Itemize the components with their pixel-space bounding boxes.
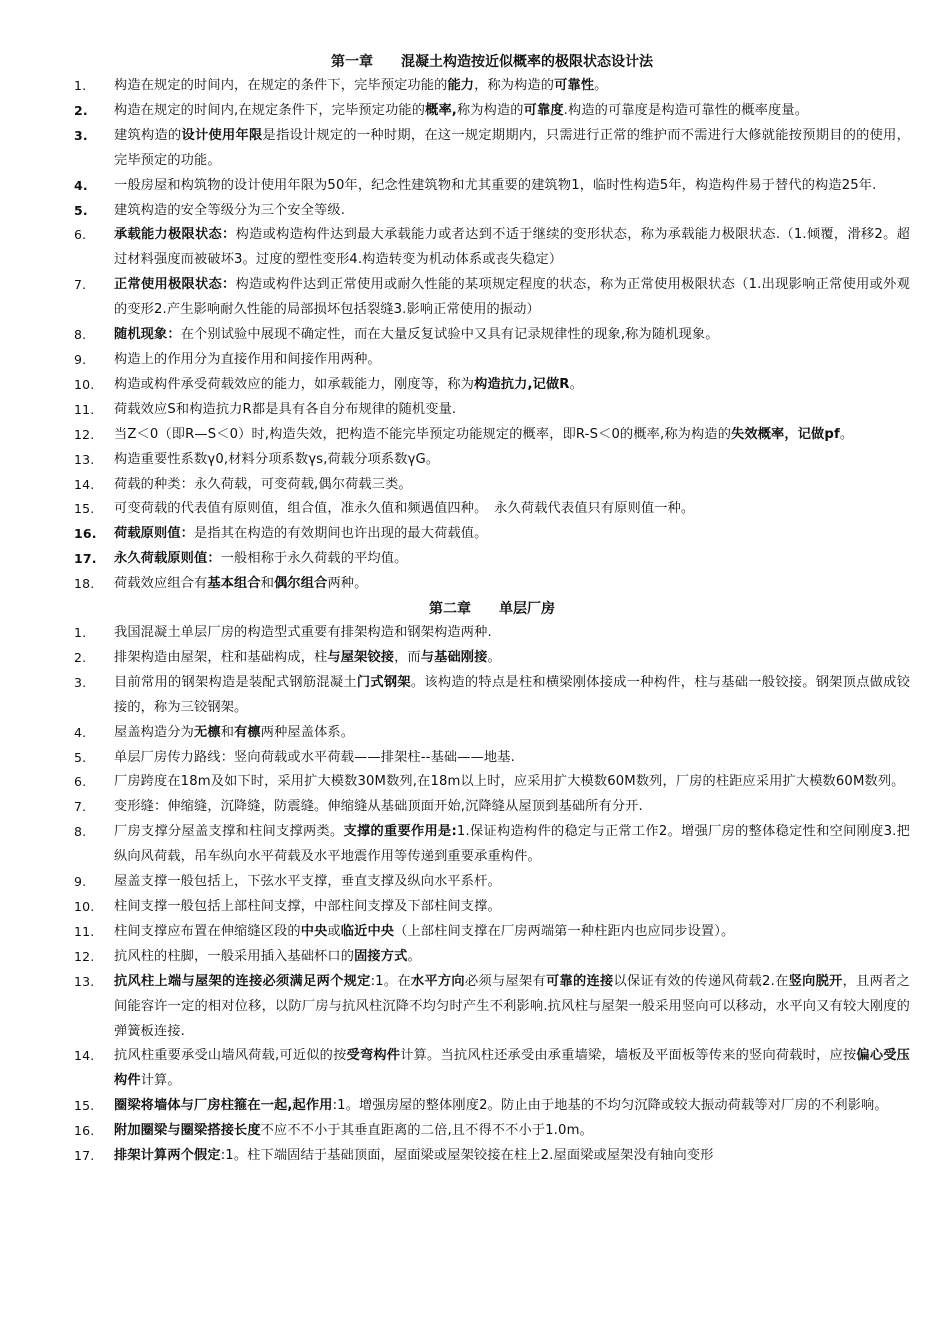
bold-term: 设计使用年限 [181,127,263,143]
item-number: 6. [74,227,87,243]
chapter-1-list [74,74,910,597]
text-segment: 两种。 [327,576,368,592]
text-segment: 构造上的作用分为直接作用和间接作用两种。 [114,351,381,367]
bold-term: 受弯构件 [346,1048,401,1064]
item-number: 13. [74,973,95,989]
bold-term: 正常使用极限状态： [114,277,236,293]
list-item [74,174,910,199]
text-segment: 厂房跨度在18m及如下时，采用扩大模数30M数列,在18m以上时，应采用扩大模数60M数列，厂房的柱距应采用扩大模数60M数列。 [114,774,905,790]
chapter-2-title: 第二章 单层厂房 [429,601,555,618]
list-item [74,820,910,870]
item-text [114,427,853,442]
list-item [74,423,910,448]
text-segment: 。该构造的特点是柱和横梁刚体接成一种构件，柱与基础一般铰接。钢架顶点做成铰接的，称为三铰钢架。 [114,674,910,715]
list-item [74,1144,910,1169]
text-segment: .构造的可靠度是构造可靠性的概率度量。 [563,102,809,118]
text-segment: 一般相称于永久荷载的平均值。 [220,551,408,567]
list-item [74,74,910,99]
bold-term: 概率, [425,102,457,118]
item-text [114,203,345,218]
bold-term: 偏心受压构件 [114,1048,910,1089]
text-segment: 计算。 [140,1073,181,1089]
item-number: 11. [74,923,95,939]
item-number: 1. [74,78,87,93]
bold-term: 有檩 [234,724,261,740]
item-text [114,824,910,864]
list-item [74,522,910,547]
text-segment: 和 [220,724,235,740]
item-number: 15. [74,501,95,517]
list-item [74,770,910,795]
text-segment: 以保证有效的传递风荷载2.在 [613,973,789,989]
bold-term: 永久荷载原则值： [114,551,221,567]
text-segment: 建筑构造的 [114,127,182,143]
item-text [114,178,876,193]
bold-term: 门式钢架 [356,674,411,690]
text-segment: 单层厂房传力路线：竖向荷载或水平荷载——排架柱--基础——地基. [114,749,515,765]
text-segment: 可变荷载的代表值有原则值，组合值，准永久值和频遇值四种。 永久荷载代表值只有原则值一种。 [114,501,695,517]
bold-term: 固接方式 [354,948,408,964]
bold-term: 抗风柱上端与屋架的连接必须满足两个规定 [114,973,371,989]
text-segment: 或 [327,923,341,939]
list-item [74,970,910,1045]
text-segment: 不应不不小于其垂直距离的二倍,且不得不不小于1.0m。 [260,1123,593,1139]
text-segment: 称为构造的 [456,102,524,118]
item-number: 7. [74,799,87,815]
item-text [114,974,910,1039]
bold-term: 随机现象： [114,327,181,343]
list-item [74,1044,910,1094]
list-item [74,398,910,423]
text-segment: 一般房屋和构筑物的设计使用年限为50年，纪念性建筑物和尤其重要的建筑物1，临时性构造5年，构造构件易于替代的构造25年. [114,177,877,193]
item-number: 5. [74,749,87,765]
bold-term: 可靠性 [554,78,595,93]
text-segment: 荷载效应组合有 [114,576,208,592]
item-number: 4. [74,724,87,740]
item-text [114,377,583,392]
bold-term: 与基础刚接 [420,649,488,665]
item-text [114,675,910,715]
bold-term: 偶尔组合 [274,576,328,592]
text-segment: 1.保证构造构件的稳定与正常工作2。增强厂房的整体稳定性和空间刚度3.把纵向风荷载，吊车纵向水平荷载及水平地震作用等传递到重要承重构件。 [114,824,910,865]
list-item [74,199,910,224]
list-item [74,1094,910,1119]
bold-term: 与屋架铰接 [327,649,395,665]
text-segment: 构造或构造构件达到最大承载能力或者达到不适于继续的变形状态，称为承载能力极限状态.（1.倾覆，滑移2。超过材料强度而被破坏3。过度的塑性变形4.构造转变为机动体系或丧失稳定） [114,227,910,268]
item-number: 11. [74,401,95,417]
text-segment: 是指设计规定的一种时期，在这一规定期期内，只需进行正常的维护而不需进行大修就能按预期目的的使用，完毕预定的功能。 [114,127,911,168]
item-text [114,625,492,640]
text-segment: ，称为构造的 [474,78,555,93]
text-segment: （上部柱间支撑在厂房两端第一种柱距内也应同步设置）。 [394,923,735,939]
item-number: 8. [74,327,87,343]
text-segment: 荷载的种类：永久荷载，可变荷载,偶尔荷载三类。 [114,476,412,492]
bold-term: 可靠的连接 [545,973,614,989]
item-text [114,576,367,591]
item-text [114,1048,910,1088]
item-number: 2. [74,649,87,665]
chapter-2-list [74,621,910,1169]
bold-term: 荷载原则值： [114,526,195,542]
list-item [74,373,910,398]
list-item [74,273,910,323]
item-text [114,551,407,566]
text-segment: 荷载效应S和构造抗力R都是具有各自分布规律的随机变量. [114,401,457,417]
item-number: 15. [74,1098,95,1114]
list-item [74,1119,910,1144]
item-text [114,452,439,467]
list-item [74,870,910,895]
list-item [74,671,910,721]
list-item [74,646,910,671]
item-number: 3. [74,127,88,143]
list-item [74,473,910,498]
item-number: 9. [74,874,87,890]
text-segment: 排架构造由屋架，柱和基础构成，柱 [114,649,328,665]
item-text [114,799,643,814]
text-segment: 必须与屋架有 [464,973,546,989]
item-text [114,650,501,665]
text-segment: 构造在规定的时间内，在规定的条件下，完毕预定功能的 [114,78,448,93]
text-segment: 抗风柱重要承受山墙风荷载,可近似的按 [114,1048,347,1064]
item-text [114,874,501,889]
text-segment: :1。在 [370,973,411,989]
item-number: 12. [74,948,95,964]
item-number: 17. [74,1148,95,1164]
item-text [114,477,412,492]
text-segment: 构造或构件达到正常使用或耐久性能的某项规定程度的状态，称为正常使用极限状态（1.出现影响正常使用或外观的变形2.产生影响耐久性能的局部损坏包括裂缝3.影响正常使用的振动） [114,277,910,318]
text-segment: 计算。当抗风柱还承受由承重墙梁，墙板及平面板等传来的竖向荷载时，应按 [400,1048,857,1064]
text-segment: 和 [260,576,275,592]
item-number: 16. [74,526,97,542]
bold-term: 附加圈梁与圈梁搭接长度 [114,1123,261,1139]
text-segment: 。 [407,948,421,964]
item-number: 4. [74,177,88,193]
text-segment: 在个别试验中展现不确定性，而在大量反复试验中又具有记录规律性的现象,称为随机现象。 [180,327,719,343]
item-text [114,725,354,740]
item-text [114,327,719,342]
item-number: 16. [74,1123,95,1139]
text-segment: 。 [487,649,501,665]
list-item [74,621,910,646]
text-segment: 是指其在构造的有效期间也许出现的最大荷载值。 [194,526,488,542]
bold-term: 临近中央 [340,923,395,939]
bold-term: 基本组合 [207,576,261,592]
item-number: 9. [74,351,87,367]
bold-term: 排架计算两个假定 [114,1148,221,1164]
bold-term: 圈梁将墙体与厂房柱箍在一起,起作用 [114,1098,333,1114]
list-item [74,746,910,771]
item-text [114,1148,714,1163]
item-text [114,526,487,541]
item-text [114,277,910,317]
list-item [74,323,910,348]
text-segment: 构造重要性系数γ0,材料分项系数γs,荷载分项系数γG。 [114,451,440,467]
item-text [114,899,501,914]
list-item [74,448,910,473]
item-number: 18. [74,576,95,592]
item-number: 12. [74,426,95,442]
item-number: 2. [74,102,88,118]
text-segment: 当Z＜0（即R—S＜0）时,构造失效，把构造不能完毕预定功能规定的概率，即R-S＜0的概率,称为构造的 [114,426,732,442]
list-item [74,920,910,945]
text-segment: 构造或构件承受荷载效应的能力，如承载能力，刚度等，称为 [114,376,475,392]
item-number: 1. [74,625,87,641]
bold-term: 无檩 [194,724,221,740]
bold-term: 竖向脱开 [788,973,843,989]
list-item [74,497,910,522]
item-text [114,750,515,765]
item-number: 10. [74,899,95,914]
bold-term: 支撑的重要作用是: [343,824,457,840]
bold-term: 可靠度 [523,102,564,118]
list-item [74,99,910,124]
text-segment: ，且两者之间能容许一定的相对位移，以防厂房与抗风柱沉降不均匀时产生不利影响.抗风柱与屋架一般采用竖向可以移动，水平向又有较大刚度的弹簧板连接. [114,973,910,1039]
text-segment: 。 [569,376,583,392]
text-segment: 我国混凝土单层厂房的构造型式重要有排架构造和钢架构造两种. [114,625,492,641]
item-text [114,774,905,789]
text-segment: 抗风柱的柱脚，一般采用插入基础杯口的 [114,948,355,964]
text-segment: 厂房支撑分屋盖支撑和柱间支撑两类。 [114,824,344,840]
text-segment: 。 [594,78,608,93]
item-text [114,1098,888,1113]
document-page [74,50,910,1169]
list-item [74,895,910,920]
list-item [74,572,910,597]
item-text [114,128,910,168]
text-segment: 柱间支撑一般包括上部柱间支撑，中部柱间支撑及下部柱间支撑。 [114,899,501,914]
item-text [114,949,421,964]
item-number: 3. [74,674,87,690]
item-text [114,103,808,118]
item-text [114,924,734,939]
item-number: 13. [74,451,95,467]
text-segment: 屋盖支撑一般包括上，下弦水平支撑，垂直支撑及纵向水平系杆。 [114,874,501,890]
item-number: 10. [74,376,95,392]
bold-term: 能力 [447,78,475,93]
item-text [114,227,910,267]
list-item [74,945,910,970]
item-number: 5. [74,202,88,218]
item-text [114,352,381,367]
item-number: 8. [74,824,87,840]
bold-term: 水平方向 [410,973,465,989]
bold-term: 失效概率，记做pf [731,426,840,442]
bold-term: 中央 [300,923,328,939]
text-segment: ，而 [394,649,421,665]
text-segment: 构造在规定的时间内,在规定条件下，完毕预定功能的 [114,102,426,118]
bold-term: 承载能力极限状态： [114,227,236,243]
list-item [74,721,910,746]
item-number: 6. [74,774,87,790]
list-item [74,795,910,820]
item-text [114,402,456,417]
text-segment: 变形缝：伸缩缝，沉降缝，防震缝。伸缩缝从基础顶面开始,沉降缝从屋顶到基础所有分开. [114,799,643,815]
bold-term: 构造抗力,记做R [474,376,570,392]
list-item [74,124,910,174]
text-segment: 目前常用的钢架构造是装配式钢筋混凝土 [114,674,357,690]
item-text [114,501,694,516]
list-item [74,223,910,273]
item-number: 7. [74,277,87,293]
list-item [74,348,910,373]
text-segment: 柱间支撑应布置在伸缩缝区段的 [114,923,301,939]
text-segment: 屋盖构造分为 [114,724,195,740]
item-text [114,1123,593,1138]
text-segment: 建筑构造的安全等级分为三个安全等级. [114,202,346,218]
chapter-1-title: 第一章 混凝土构造按近似概率的极限状态设计法 [331,54,653,70]
text-segment: 两种屋盖体系。 [260,724,355,740]
text-segment: :1。增强房屋的整体刚度2。防止由于地基的不均匀沉降或较大振动荷载等对厂房的不利影响。 [332,1098,888,1114]
item-text [114,78,608,93]
text-segment: 。 [839,426,854,442]
text-segment: :1。柱下端固结于基础顶面，屋面梁或屋架铰接在柱上2.屋面梁或屋架没有轴向变形 [220,1148,714,1164]
item-number: 17. [74,551,97,567]
item-number: 14. [74,476,95,492]
list-item [74,547,910,572]
item-number: 14. [74,1048,95,1064]
